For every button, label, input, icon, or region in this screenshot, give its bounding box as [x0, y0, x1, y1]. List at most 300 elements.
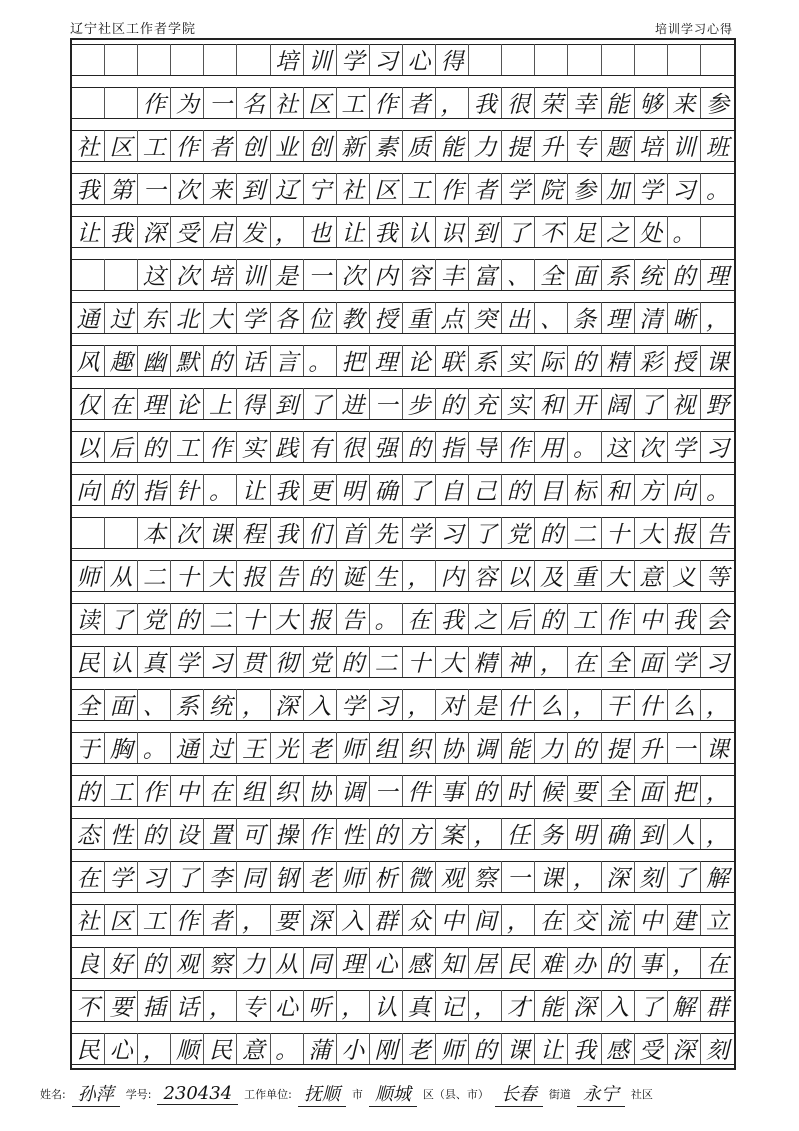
grid-cell: 党 [304, 646, 337, 677]
manuscript-line [72, 818, 734, 849]
grid-cell: 一 [204, 87, 237, 118]
grid-cell: 针 [171, 474, 204, 505]
grid-cell: 区 [105, 904, 138, 935]
grid-cell: 认 [370, 990, 403, 1021]
manuscript-line [72, 302, 734, 333]
grid-cell: 次 [635, 431, 668, 462]
grid-cell: 务 [535, 818, 568, 849]
grid-cell: 读 [72, 603, 105, 634]
community-suffix: 社区 [630, 1087, 653, 1101]
grid-cell: 刻 [705, 1038, 729, 1064]
grid-cell: ， [204, 990, 237, 1021]
grid-cell: 得 [436, 44, 469, 75]
grid-cell: 我 [370, 216, 403, 247]
grid-cell: 课 [204, 517, 237, 548]
grid-cell: 幸 [568, 87, 601, 118]
grid-cell: 的 [568, 345, 601, 376]
grid-cell: 实 [502, 388, 535, 419]
grid-cell: 受 [635, 1033, 668, 1064]
grid-cell: 同 [237, 861, 270, 892]
line-rule [72, 763, 734, 764]
grid-cell: 党 [138, 603, 171, 634]
grid-cell: 荣 [535, 87, 568, 118]
grid-cell: 入 [337, 904, 370, 935]
grid-cell: 区 [304, 87, 337, 118]
grid-cell: 的 [138, 947, 171, 978]
grid-cell: ， [237, 689, 270, 720]
grid-cell: 专 [568, 130, 601, 161]
grid-cell: 题 [602, 130, 635, 161]
id-value: 230434 [157, 1083, 238, 1105]
grid-cell: 心 [271, 990, 304, 1021]
grid-cell: 要 [271, 904, 304, 935]
footer-info [40, 1080, 759, 1107]
grid-cell: 向 [72, 474, 105, 505]
grid-cell: 的 [403, 431, 436, 462]
grid-cell: 和 [535, 388, 568, 419]
grid-cell: 我 [668, 603, 701, 634]
grid-cell [105, 259, 138, 290]
grid-cell: 够 [635, 87, 668, 118]
manuscript-line [72, 646, 734, 677]
city-suffix: 市 [351, 1087, 363, 1101]
grid-cell: 了 [469, 517, 502, 548]
grid-cell: 光 [271, 732, 304, 763]
grid-cell: 进 [337, 388, 370, 419]
grid-cell: 感 [403, 947, 436, 978]
line-rule [72, 634, 734, 635]
line-rule [72, 505, 734, 506]
manuscript-line [72, 216, 734, 247]
grid-cell: 。 [304, 345, 337, 376]
grid-cell: 真 [138, 646, 171, 677]
grid-cell: 良 [72, 947, 105, 978]
grid-cell: 过 [204, 732, 237, 763]
grid-cell: 及 [535, 560, 568, 591]
grid-cell: 言 [271, 345, 304, 376]
grid-cell: 生 [370, 560, 403, 591]
grid-cell: 步 [403, 388, 436, 419]
grid-cell: 内 [370, 259, 403, 290]
grid-cell: 了 [635, 990, 668, 1021]
grid-cell: 面 [568, 259, 601, 290]
grid-cell: 深 [138, 216, 171, 247]
grid-cell: 默 [171, 345, 204, 376]
grid-cell: 课 [705, 737, 729, 763]
grid-cell: 置 [204, 818, 237, 849]
grid-cell: 确 [370, 474, 403, 505]
grid-cell: 难 [535, 947, 568, 978]
manuscript-line [72, 947, 734, 978]
grid-cell: 们 [304, 517, 337, 548]
grid-cell: 容 [469, 560, 502, 591]
grid-cell [701, 216, 734, 247]
grid-cell: 性 [105, 818, 138, 849]
grid-cell: 么 [535, 689, 568, 720]
grid-cell: 作 [204, 431, 237, 462]
grid-cell [72, 517, 105, 548]
grid-cell: 我 [72, 173, 105, 204]
grid-cell: 了 [304, 388, 337, 419]
grid-cell: 趣 [105, 345, 138, 376]
grid-cell: 理 [705, 264, 729, 290]
community-value: 永宁 [577, 1080, 625, 1107]
form-title-header: 培训学习心得 [654, 22, 733, 36]
grid-cell: 首 [337, 517, 370, 548]
manuscript-line [72, 990, 734, 1021]
grid-cell: 微 [403, 861, 436, 892]
grid-cell: 设 [171, 818, 204, 849]
grid-cell: 社 [337, 173, 370, 204]
line-rule [72, 290, 734, 291]
grid-cell: 大 [271, 603, 304, 634]
grid-cell: 足 [568, 216, 601, 247]
grid-cell: 过 [105, 302, 138, 333]
grid-cell: 工 [568, 603, 601, 634]
grid-cell: 、 [138, 689, 171, 720]
grid-cell: 我 [568, 1033, 601, 1064]
grid-cell: 一 [138, 173, 171, 204]
grid-cell: 处 [635, 216, 668, 247]
grid-cell: 的 [337, 646, 370, 677]
grid-cell: 导 [469, 431, 502, 462]
grid-cell: 作 [502, 431, 535, 462]
grid-cell: 协 [304, 775, 337, 806]
grid-cell: 李 [204, 861, 237, 892]
grid-cell: 。 [138, 732, 171, 763]
grid-cell: 次 [337, 259, 370, 290]
manuscript-line [72, 560, 734, 591]
grid-cell: 调 [469, 732, 502, 763]
grid-cell: ， [403, 560, 436, 591]
grid-cell: 、 [502, 259, 535, 290]
grid-cell: 了 [668, 861, 701, 892]
line-rule [72, 548, 734, 549]
city-value: 抚顺 [298, 1080, 346, 1107]
grid-cell: 程 [237, 517, 270, 548]
grid-cell: 把 [337, 345, 370, 376]
grid-cell: 上 [204, 388, 237, 419]
manuscript-line [72, 904, 734, 935]
grid-cell: 性 [337, 818, 370, 849]
grid-cell [204, 44, 237, 75]
grid-cell: 很 [337, 431, 370, 462]
grid-cell: 新 [337, 130, 370, 161]
grid-cell: 的 [436, 388, 469, 419]
grid-cell: 训 [304, 44, 337, 75]
grid-cell: 我 [105, 216, 138, 247]
grid-cell: 向 [668, 474, 701, 505]
grid-cell: 让 [72, 216, 105, 247]
grid-cell [105, 87, 138, 118]
grid-cell: 力 [469, 130, 502, 161]
grid-cell: 意 [635, 560, 668, 591]
grid-cell: 钢 [271, 861, 304, 892]
grid-cell: 面 [635, 775, 668, 806]
grid-cell: 。 [705, 479, 729, 505]
grid-cell: 在 [72, 861, 105, 892]
grid-cell: 院 [535, 173, 568, 204]
grid-cell: 等 [705, 565, 729, 591]
grid-cell: 认 [105, 646, 138, 677]
grid-cell: 到 [635, 818, 668, 849]
grid-cell [602, 44, 635, 75]
grid-cell: 内 [436, 560, 469, 591]
grid-cell: 民 [72, 646, 105, 677]
grid-cell: 。 [568, 431, 601, 462]
street-value: 长春 [495, 1080, 543, 1107]
grid-cell: ， [568, 861, 601, 892]
grid-cell: 实 [237, 431, 270, 462]
grid-cell: 的 [535, 603, 568, 634]
grid-cell: 通 [72, 302, 105, 333]
grid-cell: 理 [370, 345, 403, 376]
line-rule [72, 204, 734, 205]
grid-cell: 者 [403, 87, 436, 118]
grid-cell: ， [237, 904, 270, 935]
grid-cell: 习 [705, 651, 729, 677]
grid-cell: 识 [436, 216, 469, 247]
grid-cell: 义 [668, 560, 701, 591]
grid-cell: 大 [635, 517, 668, 548]
grid-cell: 事 [635, 947, 668, 978]
grid-cell: 插 [138, 990, 171, 1021]
grid-cell: 的 [370, 818, 403, 849]
grid-cell: 听 [304, 990, 337, 1021]
grid-cell: ， [705, 780, 729, 806]
grid-cell: 学 [635, 173, 668, 204]
grid-cell: 。 [705, 178, 729, 204]
grid-cell: 野 [705, 393, 729, 419]
grid-cell: 能 [502, 732, 535, 763]
grid-cell: 蒲 [304, 1033, 337, 1064]
grid-cell: 建 [668, 904, 701, 935]
manuscript-line [72, 431, 734, 462]
grid-cell: 指 [436, 431, 469, 462]
grid-cell: 专 [237, 990, 270, 1021]
grid-cell: 联 [436, 345, 469, 376]
grid-cell: 培 [271, 44, 304, 75]
grid-cell: 深 [668, 1033, 701, 1064]
grid-cell: 次 [171, 173, 204, 204]
grid-cell: 流 [602, 904, 635, 935]
line-rule [72, 376, 734, 377]
grid-cell: 重 [403, 302, 436, 333]
grid-cell: 习 [370, 689, 403, 720]
grid-cell: 充 [469, 388, 502, 419]
grid-cell: 我 [469, 87, 502, 118]
grid-cell: 之 [469, 603, 502, 634]
grid-cell: 在 [568, 646, 601, 677]
grid-cell: 师 [337, 732, 370, 763]
grid-cell: 不 [72, 990, 105, 1021]
grid-cell: 二 [138, 560, 171, 591]
manuscript-line [72, 259, 734, 290]
grid-cell: 这 [602, 431, 635, 462]
manuscript-line [72, 517, 734, 548]
grid-cell: 北 [171, 302, 204, 333]
grid-cell: 在 [705, 952, 729, 978]
grid-cell: 心 [403, 44, 436, 75]
grid-cell: 中 [635, 904, 668, 935]
grid-cell: 的 [668, 259, 701, 290]
grid-cell: ， [403, 689, 436, 720]
grid-cell: 习 [705, 436, 729, 462]
grid-cell: 习 [204, 646, 237, 677]
manuscript-line [72, 775, 734, 806]
grid-cell: 工 [105, 775, 138, 806]
district-value: 顺城 [369, 1080, 417, 1107]
grid-cell: 后 [105, 431, 138, 462]
grid-cell: 的 [171, 603, 204, 634]
grid-cell: 先 [370, 517, 403, 548]
grid-cell: 、 [535, 302, 568, 333]
grid-cell: 于 [72, 732, 105, 763]
grid-cell: 质 [403, 130, 436, 161]
line-rule [72, 677, 734, 678]
grid-cell: 加 [602, 173, 635, 204]
grid-cell: 学 [105, 861, 138, 892]
grid-cell: 在 [403, 603, 436, 634]
grid-cell: 织 [271, 775, 304, 806]
manuscript-grid [70, 38, 736, 1070]
grid-cell: 工 [171, 431, 204, 462]
grid-cell: 什 [635, 689, 668, 720]
grid-cell: 培 [204, 259, 237, 290]
grid-cell: 组 [237, 775, 270, 806]
grid-cell: 十 [602, 517, 635, 548]
grid-cell: 教 [337, 302, 370, 333]
grid-cell: 自 [436, 474, 469, 505]
grid-cell: 来 [668, 87, 701, 118]
grid-cell: 学 [337, 689, 370, 720]
grid-cell [72, 44, 105, 75]
grid-cell: 彩 [635, 345, 668, 376]
grid-cell: 意 [237, 1033, 270, 1064]
grid-cell: 报 [237, 560, 270, 591]
grid-cell: 干 [602, 689, 635, 720]
grid-cell: 大 [436, 646, 469, 677]
grid-cell: 能 [436, 130, 469, 161]
grid-cell: 办 [568, 947, 601, 978]
grid-cell: 也 [304, 216, 337, 247]
grid-cell: 告 [271, 560, 304, 591]
grid-cell: 事 [436, 775, 469, 806]
grid-cell: 本 [138, 517, 171, 548]
manuscript-line [72, 87, 734, 118]
grid-cell: 彻 [271, 646, 304, 677]
grid-cell: 立 [705, 909, 729, 935]
grid-cell: 在 [535, 904, 568, 935]
grid-cell: 作 [436, 173, 469, 204]
grid-cell: 学 [337, 44, 370, 75]
grid-cell: 的 [138, 818, 171, 849]
grid-cell: 才 [502, 990, 535, 1021]
grid-cell: 我 [271, 474, 304, 505]
grid-cell: 东 [138, 302, 171, 333]
grid-cell: 际 [535, 345, 568, 376]
grid-cell: 作 [370, 87, 403, 118]
grid-cell: 来 [204, 173, 237, 204]
grid-cell: 明 [337, 474, 370, 505]
grid-cell: 能 [602, 87, 635, 118]
grid-cell: 升 [635, 732, 668, 763]
grid-cell: 论 [171, 388, 204, 419]
grid-cell: 确 [602, 818, 635, 849]
grid-cell: 了 [635, 388, 668, 419]
grid-cell: 方 [635, 474, 668, 505]
grid-cell: 同 [304, 947, 337, 978]
grid-cell: 入 [304, 689, 337, 720]
grid-cell: 作 [171, 130, 204, 161]
grid-cell: 贯 [237, 646, 270, 677]
grid-cell: 人 [668, 818, 701, 849]
grid-cell: 次 [171, 517, 204, 548]
grid-cell: 素 [370, 130, 403, 161]
line-rule [72, 75, 734, 76]
grid-cell: 话 [237, 345, 270, 376]
grid-cell: 大 [204, 302, 237, 333]
manuscript-line [72, 44, 734, 75]
grid-cell: 标 [568, 474, 601, 505]
grid-cell: 刚 [370, 1033, 403, 1064]
line-rule [72, 978, 734, 979]
grid-cell: ， [138, 1033, 171, 1064]
grid-cell: 明 [568, 818, 601, 849]
grid-cell [701, 44, 734, 75]
grid-cell: 刻 [635, 861, 668, 892]
grid-cell: 强 [370, 431, 403, 462]
grid-cell: 参 [705, 92, 729, 118]
grid-cell: 区 [370, 173, 403, 204]
grid-cell: 己 [469, 474, 502, 505]
grid-cell: 中 [436, 904, 469, 935]
grid-cell [105, 44, 138, 75]
grid-cell: 者 [204, 904, 237, 935]
line-rule [72, 591, 734, 592]
grid-cell: 感 [602, 1033, 635, 1064]
grid-cell: 调 [337, 775, 370, 806]
grid-cell: 风 [72, 345, 105, 376]
grid-cell: 授 [668, 345, 701, 376]
grid-cell: 班 [705, 135, 729, 161]
grid-cell [72, 87, 105, 118]
grid-cell: 。 [271, 1033, 304, 1064]
grid-cell: 社 [72, 904, 105, 935]
grid-cell: 启 [204, 216, 237, 247]
grid-cell: 各 [271, 302, 304, 333]
grid-cell: 容 [403, 259, 436, 290]
grid-cell: 认 [403, 216, 436, 247]
manuscript-line [72, 130, 734, 161]
grid-cell: 民 [502, 947, 535, 978]
grid-cell: 居 [469, 947, 502, 978]
school-header: 辽宁社区工作者学院 [70, 22, 197, 37]
grid-cell: 突 [469, 302, 502, 333]
grid-cell: 么 [668, 689, 701, 720]
grid-cell: 深 [602, 861, 635, 892]
grid-cell: 者 [469, 173, 502, 204]
grid-cell: 到 [237, 173, 270, 204]
grid-cell: ， [469, 818, 502, 849]
grid-cell [502, 44, 535, 75]
grid-cell: 用 [535, 431, 568, 462]
grid-cell: 系 [171, 689, 204, 720]
grid-cell: 通 [171, 732, 204, 763]
grid-cell: 织 [403, 732, 436, 763]
grid-cell: 面 [105, 689, 138, 720]
grid-cell: ， [668, 947, 701, 978]
